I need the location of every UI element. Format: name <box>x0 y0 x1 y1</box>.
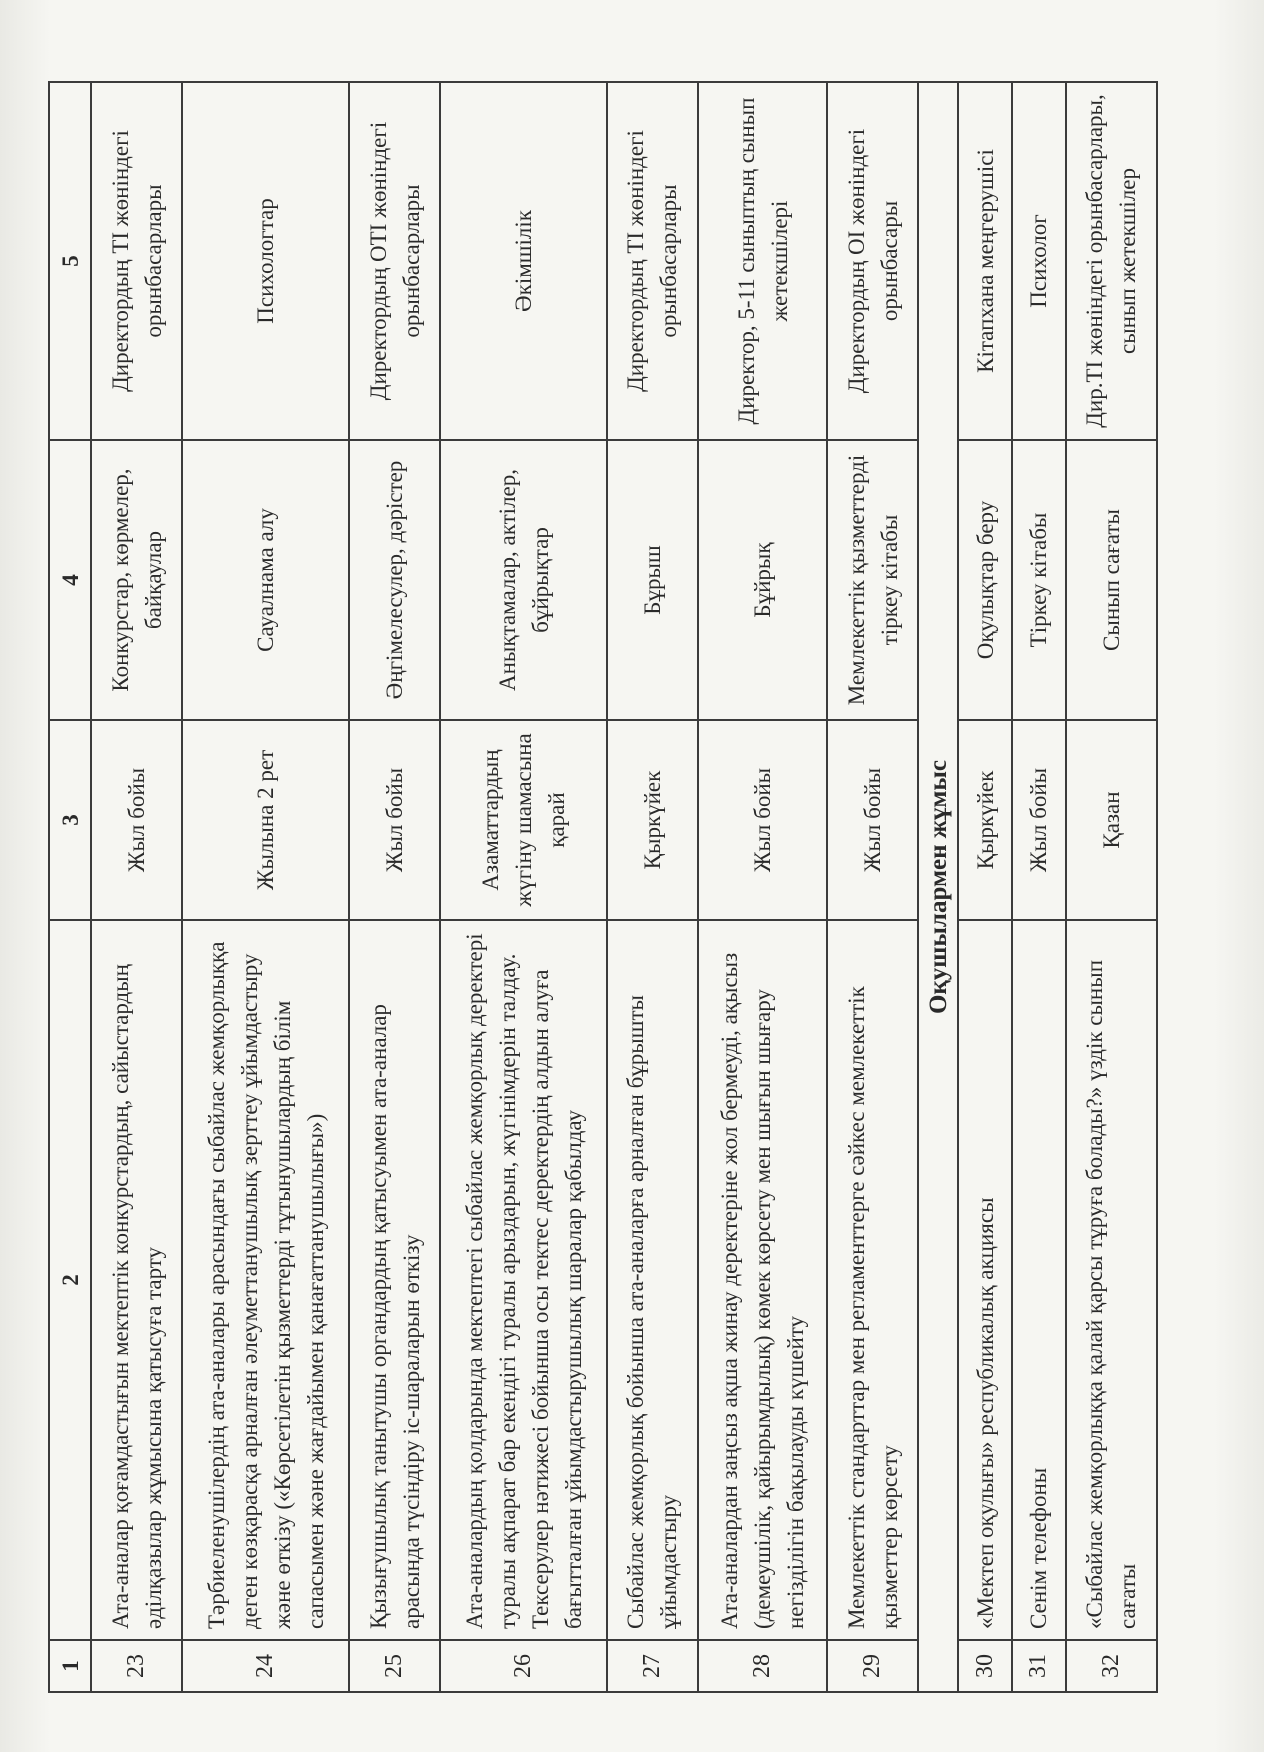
header-col-4: 4 <box>49 440 91 720</box>
row-responsible: Директордың ТІ жөніндегі орынбасарлары <box>91 82 182 440</box>
row-number: 25 <box>349 1640 440 1692</box>
row-activity: Қызығушылық танытушы органдардың қатысуымен ата-аналар арасында түсіндіру іс-шараларын өткізу <box>349 920 440 1640</box>
table-row <box>440 82 607 1692</box>
row-activity: Ата-аналардың қолдарында мектептегі сыбайлас жемқорлық деректері туралы ақпарат бар екендігі туралы арыздарын, жүгінімдерін талдау. Тексерулер нәтижесі бойынша осы тектес деректердің алдын алуға бағытталған ұйымдастырушылық шаралар қабылдау <box>440 920 607 1640</box>
row-activity: Сыбайлас жемқорлық бойынша ата-аналарға арналған бұрышты ұйымдастыру <box>607 920 698 1640</box>
row-activity: Ата-аналардан заңсыз ақша жинау деректеріне жол бермеуді, ақысыз (демеушілік, қайырымдылық) көмек көрсету мен шығын шығару негізділігін бақылауды күшейту <box>698 920 827 1640</box>
row-number: 32 <box>1066 1640 1157 1692</box>
row-form: Оқулықтар беру <box>958 440 1012 720</box>
row-term: Азаматтардың жүгіну шамасына қарай <box>440 720 607 920</box>
row-number: 31 <box>1012 1640 1066 1692</box>
row-responsible: Директордың ТІ жөніндегі орынбасарлары <box>607 82 698 440</box>
row-responsible: Директордың ОТІ жөніндегі орынбасарлары <box>349 82 440 440</box>
row-form: Анықтамалар, актілер, бұйрықтар <box>440 440 607 720</box>
row-term: Жылына 2 рет <box>182 720 349 920</box>
row-responsible: Директордың ОІ жөніндегі орынбасары <box>827 82 918 440</box>
header-col-3: 3 <box>49 720 91 920</box>
row-form: Тіркеу кітабы <box>1012 440 1066 720</box>
section-title: Оқушылармен жұмыс <box>918 82 958 1692</box>
header-row <box>49 82 91 1692</box>
row-term: Жыл бойы <box>1012 720 1066 920</box>
plan-table <box>48 81 1158 1693</box>
table-row <box>182 82 349 1692</box>
table-row <box>698 82 827 1692</box>
table-row <box>827 82 918 1692</box>
rotated-document-page <box>48 83 1158 1693</box>
row-number: 28 <box>698 1640 827 1692</box>
row-responsible: Әкімшілік <box>440 82 607 440</box>
row-activity: «Сыбайлас жемқорлыққа қалай қарсы тұруға болады?» үздік сынып сағаты <box>1066 920 1157 1640</box>
table-row <box>1066 82 1157 1692</box>
row-number: 23 <box>91 1640 182 1692</box>
row-responsible: Директор, 5-11 сыныптың сынып жетекшілері <box>698 82 827 440</box>
row-form: Бұйрық <box>698 440 827 720</box>
row-form: Бұрыш <box>607 440 698 720</box>
row-activity: Ата-аналар қоғамдастығын мектептік конкурстардың, сайыстардың әділқазылар жұмысына қатысуға тарту <box>91 920 182 1640</box>
row-activity: Мемлекеттік стандарттар мен регламенттерге сәйкес мемлекеттік қызметтер көрсету <box>827 920 918 1640</box>
row-form: Әңгімелесулер, дәрістер <box>349 440 440 720</box>
table-row <box>607 82 698 1692</box>
row-term: Жыл бойы <box>349 720 440 920</box>
row-number: 27 <box>607 1640 698 1692</box>
table-row <box>958 82 1012 1692</box>
row-term: Қыркүйек <box>607 720 698 920</box>
row-term: Қыркүйек <box>958 720 1012 920</box>
row-responsible: Дир.ТІ жөніндегі орынбасарлары, сынып жетекшілер <box>1066 82 1157 440</box>
row-activity: Тәрбиеленушілердің ата-аналары арасындағы сыбайлас жемқорлыққа деген көзқарасқа арналған әлеуметтанушылық зерттеу ұйымдастыру және өткізу («Көрсетілетін қызметтерді тұтынушылардың білім сапасымен және жағдайымен қанағаттанушылығы») <box>182 920 349 1640</box>
header-col-1: 1 <box>49 1640 91 1692</box>
row-number: 24 <box>182 1640 349 1692</box>
header-col-5: 5 <box>49 82 91 440</box>
row-activity: «Мектеп оқулығы» республикалық акциясы <box>958 920 1012 1640</box>
row-responsible: Психологтар <box>182 82 349 440</box>
table-row <box>349 82 440 1692</box>
row-number: 30 <box>958 1640 1012 1692</box>
row-term: Жыл бойы <box>91 720 182 920</box>
row-form: Конкурстар, көрмелер, байқаулар <box>91 440 182 720</box>
row-form: Сауалнама алу <box>182 440 349 720</box>
row-number: 29 <box>827 1640 918 1692</box>
row-term: Жыл бойы <box>827 720 918 920</box>
row-form: Сынып сағаты <box>1066 440 1157 720</box>
row-responsible: Психолог <box>1012 82 1066 440</box>
row-term: Қазан <box>1066 720 1157 920</box>
table-row <box>91 82 182 1692</box>
row-activity: Сенім телефоны <box>1012 920 1066 1640</box>
table-row <box>1012 82 1066 1692</box>
row-term: Жыл бойы <box>698 720 827 920</box>
row-number: 26 <box>440 1640 607 1692</box>
row-form: Мемлекеттік қызметтерді тіркеу кітабы <box>827 440 918 720</box>
section-row <box>918 82 958 1692</box>
row-responsible: Кітапхана меңгерушісі <box>958 82 1012 440</box>
header-col-2: 2 <box>49 920 91 1640</box>
